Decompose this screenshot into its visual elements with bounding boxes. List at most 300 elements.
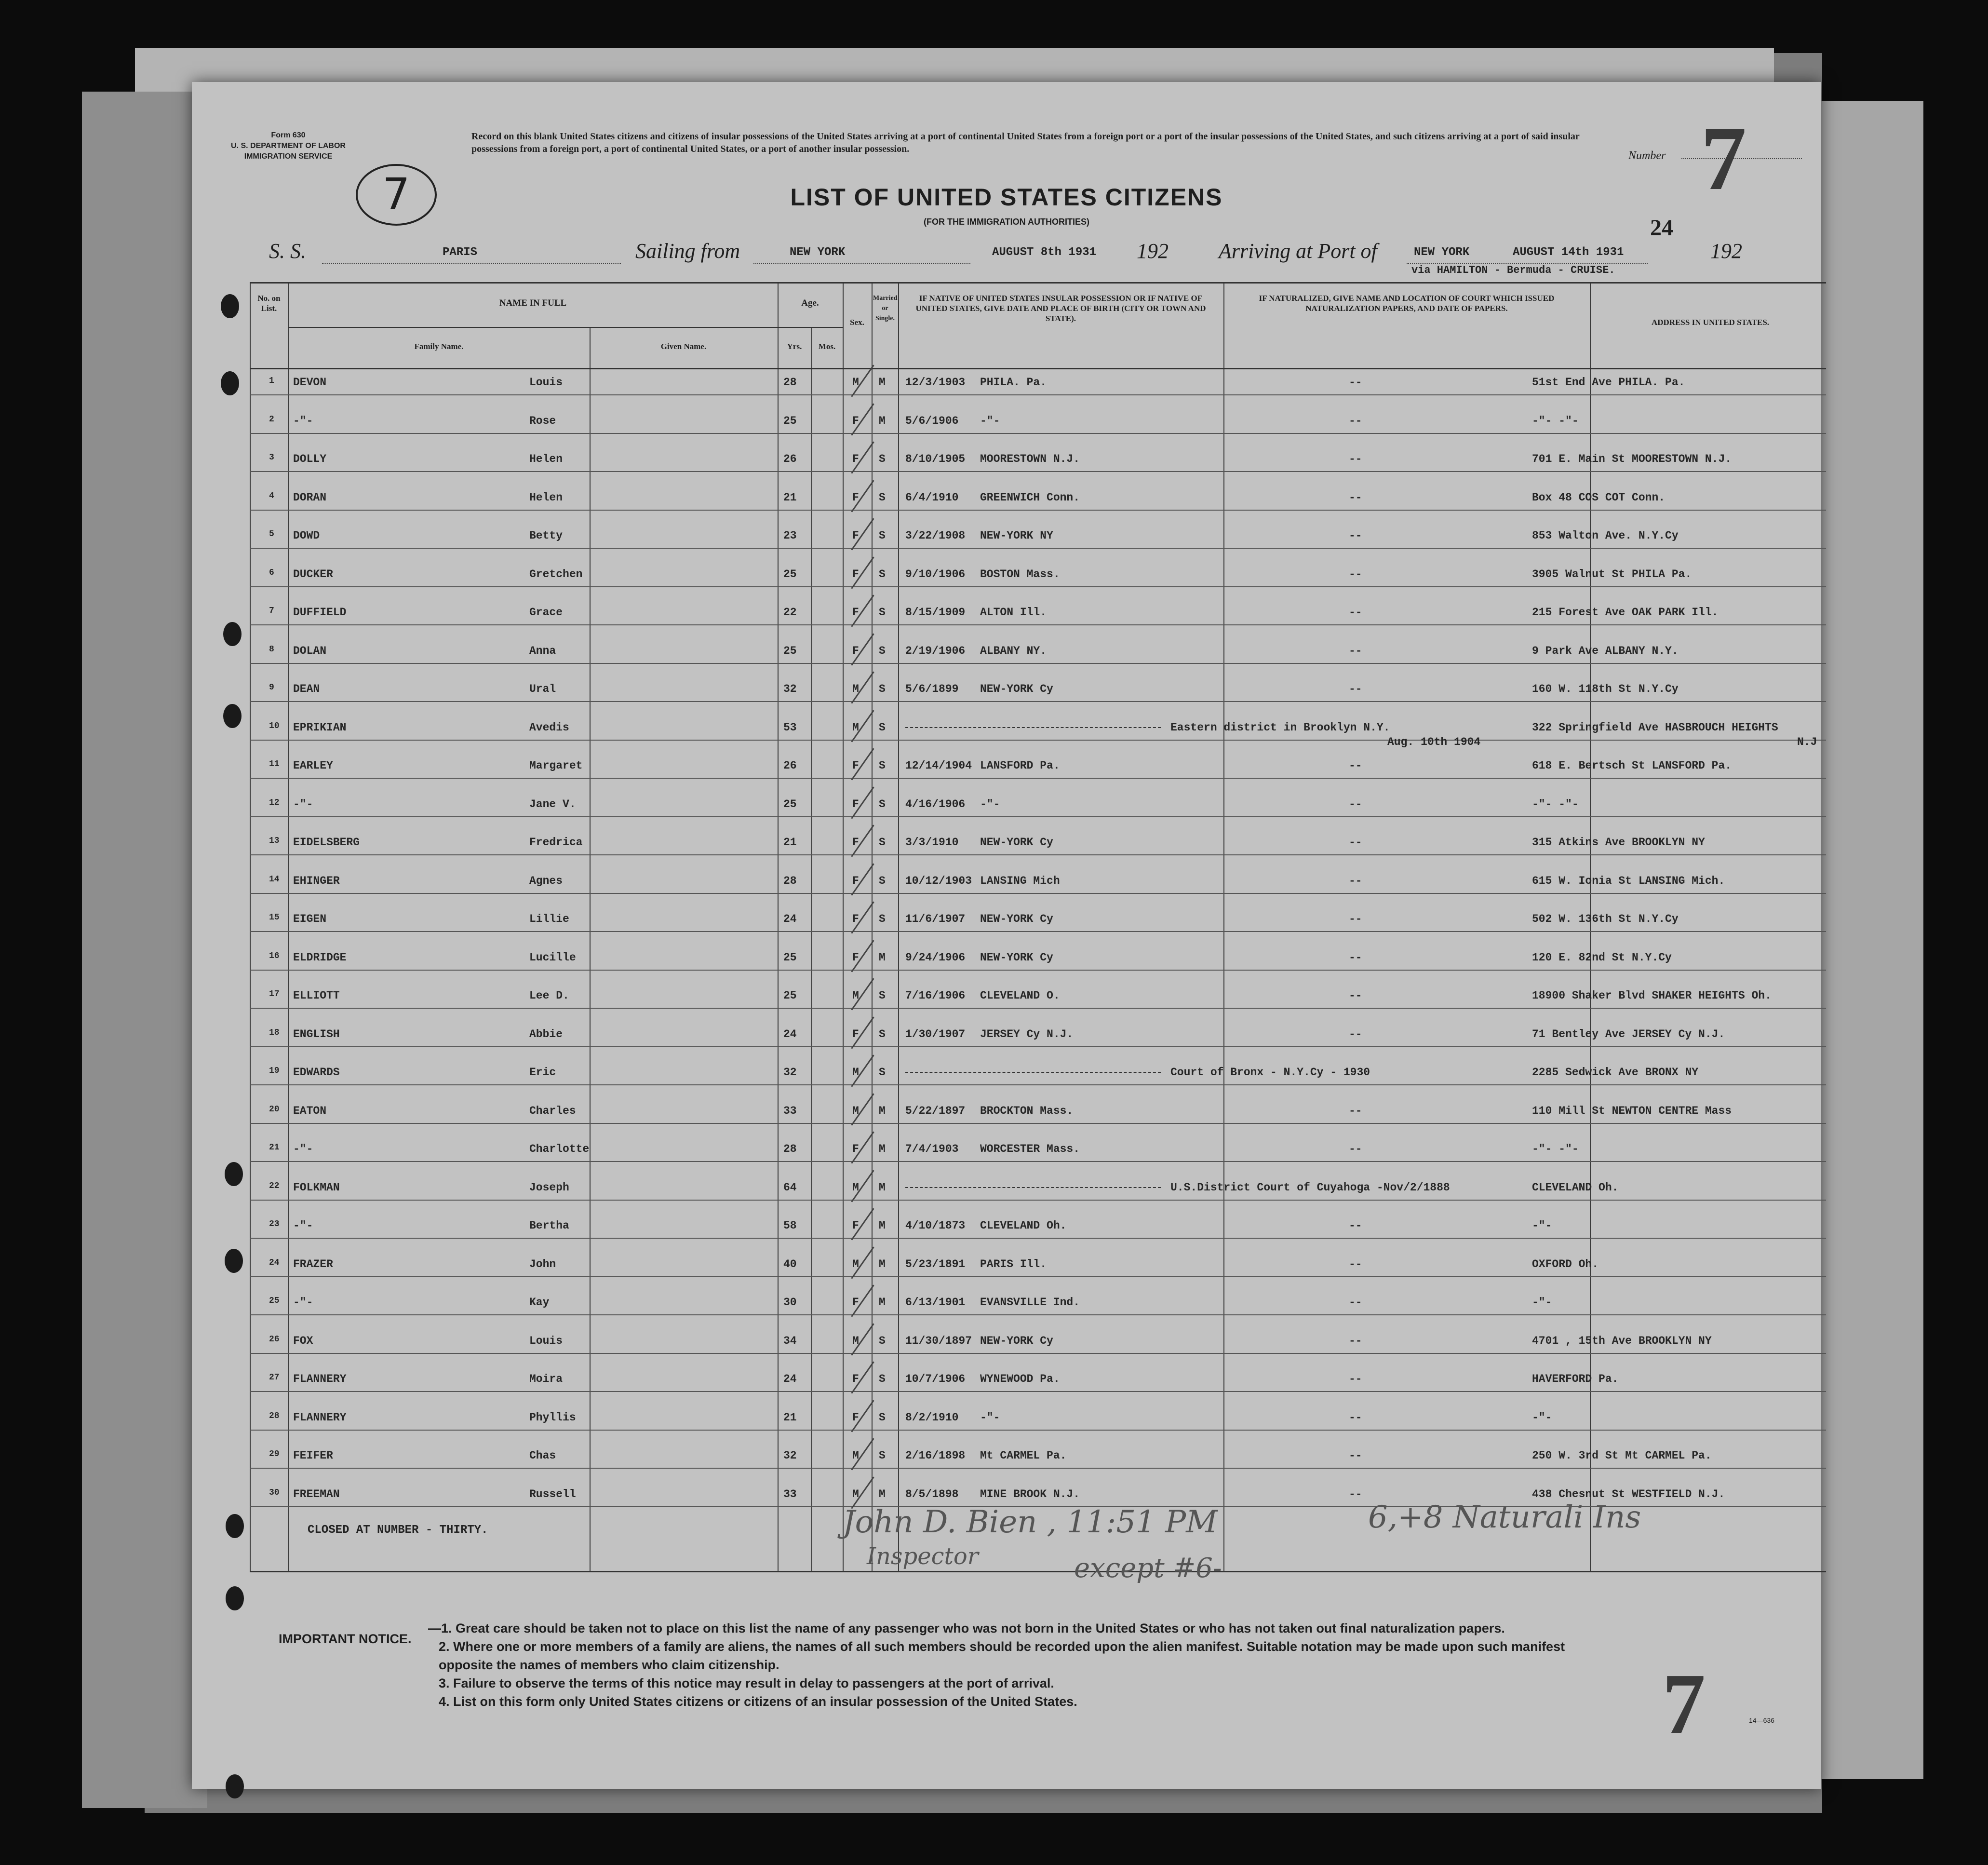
table-row [192, 482, 1821, 519]
cell-family: FRAZER [293, 1257, 333, 1270]
cell-ms: S [879, 721, 886, 734]
page-subtitle: (FOR THE IMMIGRATION AUTHORITIES) [924, 217, 1089, 227]
cell-addr: -"- [1532, 1219, 1552, 1232]
cell-sex: F [852, 1219, 859, 1232]
cell-no: 30 [269, 1487, 280, 1498]
cell-given: Moira [529, 1373, 563, 1385]
cell-age: 21 [783, 1411, 797, 1424]
cell-nat: -- [1349, 1449, 1362, 1462]
cell-nat: -- [1349, 951, 1362, 964]
header-given-name: Given Name. [660, 342, 707, 351]
cell-sex: F [852, 1373, 859, 1385]
cell-sex: F [852, 529, 859, 542]
table-row [192, 1286, 1821, 1324]
cell-age: 25 [783, 989, 797, 1002]
cell-family: -"- [293, 1143, 313, 1155]
cell-age: 33 [783, 1104, 797, 1117]
cell-given: Charles [529, 1104, 576, 1117]
cell-age: 26 [783, 453, 797, 465]
cell-sex: F [852, 1143, 859, 1155]
cell-ms: M [879, 1219, 886, 1232]
table-row [192, 1018, 1821, 1056]
cell-addr: -"- -"- [1532, 797, 1579, 811]
arriving-port: NEW YORK [1414, 246, 1470, 259]
cell-nat: -- [1349, 836, 1362, 849]
cell-nat: -- [1349, 529, 1362, 542]
year-suffix-2: 192 [1710, 239, 1742, 263]
cell-ms: S [879, 491, 886, 504]
bottom-number: 7 [1662, 1656, 1706, 1752]
cell-given: Gretchen [529, 568, 583, 581]
arriving-label: Arriving at Port of [1219, 239, 1377, 263]
cell-place: NEW-YORK Cy [980, 913, 1053, 925]
cell-no: 15 [269, 913, 280, 922]
cell-addr: 322 Springfield Ave HASBROUCH HEIGHTS [1532, 721, 1778, 734]
service: IMMIGRATION SERVICE [244, 152, 333, 161]
notice-heading: IMPORTANT NOTICE. [279, 1632, 412, 1646]
cell-family: DOLLY [293, 453, 327, 465]
cell-no: 12 [269, 797, 280, 808]
cell-ms: S [879, 1449, 886, 1462]
inspector-title: Inspector [867, 1543, 979, 1570]
closing-statement: CLOSED AT NUMBER - THIRTY. [308, 1524, 488, 1537]
cell-ms: S [879, 568, 886, 581]
cell-family: EARLEY [293, 759, 333, 772]
cell-place: MOORESTOWN N.J. [980, 453, 1080, 465]
ship-name: PARIS [443, 246, 478, 259]
cell-family: ELDRIDGE [293, 951, 347, 964]
table-row [192, 520, 1821, 557]
cell-age: 25 [783, 951, 797, 964]
cell-family: ENGLISH [293, 1027, 340, 1041]
page-number: 24 [1650, 215, 1673, 241]
table-row [192, 750, 1821, 787]
cell-no: 29 [269, 1449, 280, 1459]
cell-addr: 615 W. Ionia St LANSING Mich. [1532, 874, 1725, 887]
table-row [192, 942, 1821, 979]
cell-sex: F [852, 414, 859, 427]
passenger-rows [192, 366, 1821, 1548]
cell-place: NEW-YORK Cy [980, 836, 1053, 849]
cell-nat: -- [1349, 683, 1362, 695]
cell-no: 19 [269, 1066, 280, 1076]
cell-family: FLANNERY [293, 1373, 347, 1385]
cell-age: 32 [783, 683, 797, 695]
cell-addr: 9 Park Ave ALBANY N.Y. [1532, 644, 1679, 657]
cell-age: 22 [783, 606, 797, 619]
cell-date: 7/4/1903 [905, 1143, 959, 1155]
cell-age: 58 [783, 1219, 797, 1232]
cell-sex: F [852, 1296, 859, 1309]
cell-place: Mt CARMEL Pa. [980, 1449, 1067, 1462]
table-row [192, 1402, 1821, 1439]
table-row [192, 1095, 1821, 1133]
cell-nat: Eastern district in Brooklyn N.Y. [1170, 721, 1390, 734]
cell-age: 25 [783, 797, 797, 811]
cell-date: 1/30/1907 [905, 1027, 966, 1041]
cell-family: DUCKER [293, 568, 333, 581]
cell-nat: -- [1349, 1296, 1362, 1309]
cell-sex: F [852, 606, 859, 619]
cell-family: ELLIOTT [293, 989, 340, 1002]
table-row [192, 1172, 1821, 1209]
cell-addr: 110 Mill St NEWTON CENTRE Mass [1532, 1104, 1732, 1117]
cell-place: NEW-YORK Cy [980, 1334, 1053, 1347]
cell-family: EATON [293, 1104, 327, 1117]
cell-ms: M [879, 1143, 886, 1155]
cell-addr: -"- [1532, 1411, 1552, 1424]
cell-place: PARIS Ill. [980, 1257, 1047, 1270]
cell-date: 8/10/1905 [905, 453, 966, 465]
cell-age: 25 [783, 568, 797, 581]
cell-ms: S [879, 759, 886, 772]
cell-no: 20 [269, 1104, 280, 1114]
header-naturalized: IF NATURALIZED, GIVE NAME AND LOCATION OF COURT WHICH ISSUED NATURALIZATION PAPERS, AND DATE OF PAPERS. [1259, 294, 1555, 313]
cell-given: Betty [529, 529, 563, 542]
cell-nat: -- [1349, 644, 1362, 657]
cell-place: BOSTON Mass. [980, 568, 1060, 581]
cell-nat: -- [1349, 491, 1362, 504]
cell-ms: S [879, 797, 886, 811]
cell-given: Fredrica [529, 836, 583, 849]
cell-place: -"- [980, 797, 1000, 811]
cell-age: 32 [783, 1066, 797, 1079]
header-married: Married or Single. [873, 295, 898, 322]
cell-nat: -- [1349, 568, 1362, 581]
cell-nat: -- [1349, 759, 1362, 772]
cell-family: FREEMAN [293, 1487, 340, 1500]
number-label: Number [1628, 149, 1666, 162]
cell-date: 9/24/1906 [905, 951, 966, 964]
cell-no: 10 [269, 721, 280, 731]
ship-line [322, 263, 621, 264]
cell-nat: -- [1349, 1257, 1362, 1270]
cell-date: 10/12/1903 [905, 874, 972, 887]
header-no: No. on List. [257, 294, 281, 313]
cell-nat: -- [1349, 453, 1362, 465]
cell-sex: M [852, 989, 859, 1002]
cell-family: FLANNERY [293, 1411, 347, 1424]
table-row [192, 366, 1821, 404]
cell-sex: M [852, 721, 859, 734]
cell-date: 2/16/1898 [905, 1449, 966, 1462]
cell-nat: -- [1349, 989, 1362, 1002]
cell-given: Rose [529, 414, 556, 427]
cell-age: 25 [783, 644, 797, 657]
cell-age: 24 [783, 1373, 797, 1385]
cell-no: 6 [269, 568, 274, 578]
sailing-date: AUGUST 8th 1931 [992, 246, 1097, 259]
cell-family: FOLKMAN [293, 1181, 340, 1194]
cell-nat: -- [1349, 1411, 1362, 1424]
cell-age: 25 [783, 414, 797, 427]
cell-ms: S [879, 1334, 886, 1347]
cell-no: 11 [269, 759, 280, 769]
cell-place: NEW-YORK NY [980, 529, 1053, 542]
via-route: via HAMILTON - Bermuda - CRUISE. [1411, 264, 1615, 276]
cell-ms: M [879, 1487, 886, 1500]
cell-place: WORCESTER Mass. [980, 1143, 1080, 1155]
cell-no: 25 [269, 1296, 280, 1306]
cell-place: BROCKTON Mass. [980, 1104, 1074, 1117]
cell-no: 9 [269, 683, 274, 692]
cell-given: Charlotte [529, 1143, 590, 1155]
cell-place: NEW-YORK Cy [980, 683, 1053, 695]
cell-place: MINE BROOK N.J. [980, 1487, 1080, 1500]
cell-age: 53 [783, 721, 797, 734]
cell-nat: -- [1349, 1487, 1362, 1500]
cell-nat: -- [1349, 1334, 1362, 1347]
cell-age: 21 [783, 836, 797, 849]
cell-date: 6/13/1901 [905, 1296, 966, 1309]
cell-no: 2 [269, 414, 274, 424]
cell-nat: -- [1349, 1373, 1362, 1385]
cell-no: 5 [269, 529, 274, 539]
header-native: IF NATIVE OF UNITED STATES INSULAR POSSESSION OR IF NATIVE OF UNITED STATES, GIVE DATE AND PLACE OF BIRTH (CITY OR TOWN AND STATE). [915, 294, 1206, 323]
cell-addr: 250 W. 3rd St Mt CARMEL Pa. [1532, 1449, 1712, 1462]
cell-sex: F [852, 951, 859, 964]
cell-given: Lillie [529, 913, 569, 925]
cell-sex: M [852, 1066, 859, 1079]
cell-given: Grace [529, 606, 563, 619]
cell-date: 8/2/1910 [905, 1411, 959, 1424]
table-row [192, 712, 1821, 749]
cell-ms: S [879, 606, 886, 619]
cell-no: 17 [269, 989, 280, 999]
cell-no: 16 [269, 951, 280, 961]
notice-item: 3. Failure to observe the terms of this notice may result in delay to passengers at the port of arrival. [439, 1676, 1054, 1690]
cell-age: 28 [783, 1143, 797, 1155]
cell-sex: F [852, 797, 859, 811]
cell-no: 13 [269, 836, 280, 846]
cell-sex: M [852, 1181, 859, 1194]
cell-given: Louis [529, 1334, 563, 1347]
cell-addr: 618 E. Bertsch St LANSFORD Pa. [1532, 759, 1732, 772]
cell-age: 26 [783, 759, 797, 772]
cell-date: 10/7/1906 [905, 1373, 966, 1385]
cell-family: EPRIKIAN [293, 721, 347, 734]
cell-addr: 18900 Shaker Blvd SHAKER HEIGHTS Oh. [1532, 989, 1772, 1002]
cell-ms: M [879, 376, 886, 389]
cell-sex: F [852, 453, 859, 465]
binder-edge-left [82, 92, 207, 1808]
cell-date: 8/15/1909 [905, 606, 966, 619]
cell-given: Phyllis [529, 1411, 576, 1424]
cell-addr: CLEVELAND Oh. [1532, 1181, 1619, 1194]
table-row [192, 1133, 1821, 1171]
notice-item: 4. List on this form only United States citizens or citizens of an insular possession of the United States. [439, 1694, 1077, 1709]
cell-place: LANSING Mich [980, 874, 1060, 887]
cell-age: 32 [783, 1449, 797, 1462]
sailing-line [753, 263, 970, 264]
cell-date: 4/10/1873 [905, 1219, 966, 1232]
cell-nat: -- [1349, 606, 1362, 619]
naturalization-note: 6,+8 Naturali Ins [1368, 1500, 1641, 1535]
cell-given: Joseph [529, 1181, 569, 1194]
cell-ms: M [879, 1104, 886, 1117]
notice-item: —1. Great care should be taken not to place on this list the name of any passenger who was not born in the United States or who has not taken out final naturalization papers. [428, 1621, 1505, 1635]
cell-family: DUFFIELD [293, 606, 347, 619]
page-title: LIST OF UNITED STATES CITIZENS [790, 184, 1223, 211]
cell-ms: S [879, 644, 886, 657]
cell-sex: F [852, 568, 859, 581]
punch-hole [226, 1586, 244, 1610]
cell-date: 4/16/1906 [905, 797, 966, 811]
table-row [192, 1325, 1821, 1363]
cell-addr: 315 Atkins Ave BROOKLYN NY [1532, 836, 1705, 849]
table-row [192, 865, 1821, 903]
cell-place: CLEVELAND Oh. [980, 1219, 1067, 1232]
cell-age: 33 [783, 1487, 797, 1500]
table-row [192, 558, 1821, 596]
inspector-signature: John D. Bien , 11:51 PM [843, 1504, 1218, 1540]
circled-number: 7 [356, 164, 437, 226]
cell-addr: -"- [1532, 1296, 1552, 1309]
table-row [192, 673, 1821, 711]
cell-age: 28 [783, 874, 797, 887]
cell-place: EVANSVILLE Ind. [980, 1296, 1080, 1309]
cell-addr: 215 Forest Ave OAK PARK Ill. [1532, 606, 1719, 619]
cell-addr: 160 W. 118th St N.Y.Cy [1532, 683, 1679, 695]
ss-label: S. S. [269, 239, 306, 263]
cell-ms: S [879, 1066, 886, 1079]
cell-given: Kay [529, 1296, 550, 1309]
cell-given: Abbie [529, 1027, 563, 1041]
cell-addr: 701 E. Main St MOORESTOWN N.J. [1532, 453, 1732, 465]
cell-addr: 502 W. 136th St N.Y.Cy [1532, 913, 1679, 925]
cell-date: 9/10/1906 [905, 568, 966, 581]
cell-family: FOX [293, 1334, 313, 1347]
cell-sex: F [852, 874, 859, 887]
cell-place: PHILA. Pa. [980, 376, 1047, 389]
number-value: 7 [1701, 108, 1746, 209]
cell-ms: S [879, 989, 886, 1002]
arriving-date: AUGUST 14th 1931 [1513, 246, 1624, 259]
cell-date: 11/6/1907 [905, 913, 966, 925]
cell-nat: -- [1349, 1219, 1362, 1232]
cell-nat: U.S.District Court of Cuyahoga -Nov/2/1888 [1170, 1181, 1450, 1194]
cell-date: 8/5/1898 [905, 1487, 959, 1500]
cell-age: 34 [783, 1334, 797, 1347]
cell-date: 12/3/1903 [905, 376, 966, 389]
cell-addr: 438 Chesnut St WESTFIELD N.J. [1532, 1487, 1725, 1500]
table-row [192, 903, 1821, 941]
cell-date: 5/23/1891 [905, 1257, 966, 1270]
cell-nat-date: Aug. 10th 1904 [1387, 735, 1481, 748]
cell-family: -"- [293, 797, 313, 811]
cell-addr: 51st End Ave PHILA. Pa. [1532, 376, 1685, 389]
table-row [192, 1056, 1821, 1094]
cell-sex: F [852, 644, 859, 657]
cell-nat: -- [1349, 913, 1362, 925]
cell-no: 1 [269, 376, 274, 386]
cell-ms: M [879, 1257, 886, 1270]
cell-nat: -- [1349, 874, 1362, 887]
sailing-from: NEW YORK [790, 246, 846, 259]
cell-ms: S [879, 1411, 886, 1424]
cell-place: CLEVELAND O. [980, 989, 1060, 1002]
cell-addr: 120 E. 82nd St N.Y.Cy [1532, 951, 1672, 964]
manifest-sheet [192, 82, 1821, 1789]
cell-addr: -"- -"- [1532, 414, 1579, 427]
cell-given: Eric [529, 1066, 556, 1079]
cell-family: FEIFER [293, 1449, 333, 1462]
cell-ms: S [879, 1373, 886, 1385]
cell-no: 23 [269, 1219, 280, 1229]
cell-no: 28 [269, 1411, 280, 1421]
cell-addr: -"- -"- [1532, 1143, 1579, 1155]
cell-ms: M [879, 1181, 886, 1194]
cell-nat: -- [1349, 1143, 1362, 1155]
form-code: 14—636 [1749, 1716, 1774, 1724]
header-age: Age. [801, 298, 819, 308]
cell-no: 8 [269, 644, 274, 654]
cell-given: Russell [529, 1487, 576, 1500]
cell-addr-2: N.J [1797, 735, 1817, 748]
cell-ms: S [879, 874, 886, 887]
header-yrs: Yrs. [787, 342, 802, 351]
cell-nat: -- [1349, 376, 1362, 389]
cell-age: 40 [783, 1257, 797, 1270]
cell-place: LANSFORD Pa. [980, 759, 1060, 772]
cell-date: 3/3/1910 [905, 836, 959, 849]
cell-ms: S [879, 836, 886, 849]
cell-given: Agnes [529, 874, 563, 887]
cell-date: 3/22/1908 [905, 529, 966, 542]
cell-ms: S [879, 453, 886, 465]
cell-age: 23 [783, 529, 797, 542]
dashed-blank [905, 1072, 1161, 1073]
cell-given: Helen [529, 491, 563, 504]
cell-ms: M [879, 951, 886, 964]
cell-given: Bertha [529, 1219, 569, 1232]
cell-age: 21 [783, 491, 797, 504]
notice-item: 2. Where one or more members of a family are aliens, the names of all such members should be recorded upon the alien manifest. Suitable notation may be made upon such manifest opposite the names of members who claim citizenship. [439, 1639, 1565, 1672]
notice-list [428, 1619, 1585, 1711]
year-suffix-1: 192 [1137, 239, 1169, 263]
cell-date: 6/4/1910 [905, 491, 959, 504]
cell-nat: Court of Bronx - N.Y.Cy - 1930 [1170, 1066, 1370, 1079]
cell-family: DEAN [293, 683, 320, 695]
cell-given: Lucille [529, 951, 576, 964]
cell-no: 24 [269, 1257, 280, 1268]
cell-date: 12/14/1904 [905, 759, 972, 772]
table-row [192, 826, 1821, 864]
header-mos: Mos. [818, 342, 836, 351]
cell-nat: -- [1349, 414, 1362, 427]
cell-ms: M [879, 1296, 886, 1309]
form-identifier [216, 130, 361, 162]
cell-ms: S [879, 1027, 886, 1041]
cell-family: EIDELSBERG [293, 836, 360, 849]
header-address: ADDRESS IN UNITED STATES. [1651, 318, 1770, 327]
cell-given: Margaret [529, 759, 583, 772]
punch-hole [226, 1774, 244, 1798]
cell-sex: M [852, 1487, 859, 1500]
header-family-name: Family Name. [414, 342, 464, 351]
cell-date: 5/6/1906 [905, 414, 959, 427]
cell-addr: Box 48 COS COT Conn. [1532, 491, 1666, 504]
department: U. S. DEPARTMENT OF LABOR [231, 142, 346, 150]
dashed-blank [905, 1187, 1161, 1188]
cell-sex: F [852, 913, 859, 925]
cell-given: Jane V. [529, 797, 576, 811]
cell-family: DOWD [293, 529, 320, 542]
cell-place: WYNEWOOD Pa. [980, 1373, 1060, 1385]
cell-given: Louis [529, 376, 563, 389]
cell-sex: M [852, 683, 859, 695]
table-row [192, 405, 1821, 443]
